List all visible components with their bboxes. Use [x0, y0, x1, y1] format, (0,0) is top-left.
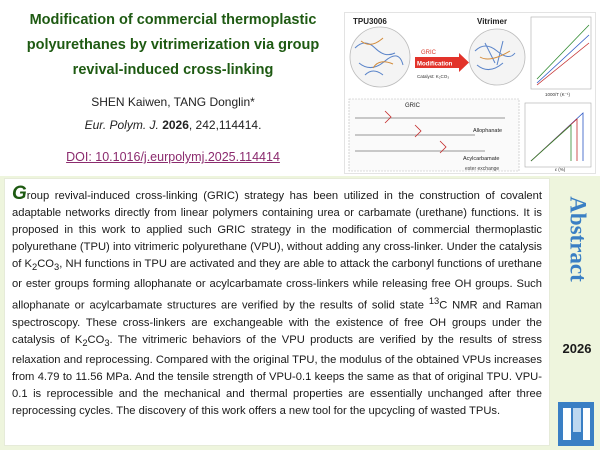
modification-label: Modification [417, 61, 453, 68]
subscript: 2 [82, 338, 88, 349]
plot-arrhenius-xlabel: 1000/T (K⁻¹) [545, 92, 571, 97]
article-title: Modification of commercial thermoplastic polyurethanes by vitrimerization via group revival-induced cross-linking [26, 12, 320, 78]
catalyst-label: Catalyst: K₂CO₃ [417, 74, 450, 79]
abstract-text-6: . The vitrimeric behaviors of the VPU products are verified by the results of stress relaxation and reprocessing. Compared with the original TPU, the modulus of the obtained VPUs increases from 4.79 to 11.56 MPa. And the tensile strength of VPU-0.1 keeps the same as that of original TPU. VPU-0.1 is reprocessible and the mechanical and thermal properties are essentially unchanged after three reprocessing cycles. The discovery of this work offers a new tool for the upcycling of wasted TPUs. [12, 333, 542, 418]
abstract-text-3: , NH functions in TPU are activated and they are able to attack the carbonyl functions of urethane or ester groups forming allophanate or acylcarbamate cross-linkers while releasing free OH groups. Such allophanate or acylcarbamate structures are verified by the results of solid state [12, 258, 542, 312]
arrow-gric-label: GRIC [421, 50, 436, 56]
volume-article: , 242,114414. [188, 118, 262, 132]
logo-bar-middle [573, 408, 581, 432]
year-badge: 2026 [562, 341, 592, 356]
tpu-cloud [350, 27, 410, 87]
vitrimer-label: Vitrimer [477, 17, 508, 26]
modification-arrow-head [459, 53, 469, 72]
allophanate-label: Allophanate [473, 128, 503, 134]
gric-panel-label: GRIC [405, 103, 420, 109]
acylcarbamate-label: Acylcarbamate [463, 156, 500, 162]
abstract-text-4: C NMR and Raman spectroscopy. These cross-linkers are exchangeable with the existence of free OH groups under the catalysis of K [12, 299, 542, 346]
drop-cap: G [12, 183, 27, 204]
graphical-abstract-figure [345, 13, 595, 173]
ester-exchange-label: ester exchange [465, 166, 500, 172]
plot-stress-strain-xlabel: ε (%) [555, 167, 566, 172]
citation [8, 118, 338, 132]
logo-bar-right [583, 408, 590, 440]
publication-year: 2026 [162, 118, 189, 132]
header [0, 0, 600, 176]
graphical-abstract [344, 12, 596, 174]
logo-bar-left [563, 408, 571, 440]
superscript: 13 [428, 296, 440, 307]
abstract-text-2: CO [37, 258, 54, 270]
section-label-vertical [556, 184, 596, 294]
abstract-body [4, 178, 550, 446]
doi-link[interactable]: DOI: 10.1016/j.eurpolymj.2025.114414 [66, 150, 280, 164]
subscript: 2 [32, 262, 38, 273]
journal-abbreviation: Eur. Polym. J. [84, 118, 159, 132]
logo-icon [558, 402, 594, 446]
abstract-text-1: roup revival-induced cross-linking (GRIC) strategy has been utilized in the construction of covalent adaptable networks directly from linear polymers containing urea or carbamate (urethane) functions. It is proposed in this work to applied such GRIC strategy in the modification of commercial thermoplastic polyurethane (TPU) into vitrimeric polyurethane (VPU), without adding any cross-linker. Under the catalysis of K [12, 190, 542, 270]
plot-arrhenius-frame [531, 17, 591, 89]
abstract-text-5: CO [87, 333, 105, 346]
subscript: 3 [53, 262, 60, 273]
authors: SHEN Kaiwen, TANG Donglin* [91, 95, 255, 109]
section-label: Abstract [565, 196, 591, 282]
subscript: 3 [104, 338, 110, 349]
tpu-label: TPU3006 [353, 17, 387, 26]
